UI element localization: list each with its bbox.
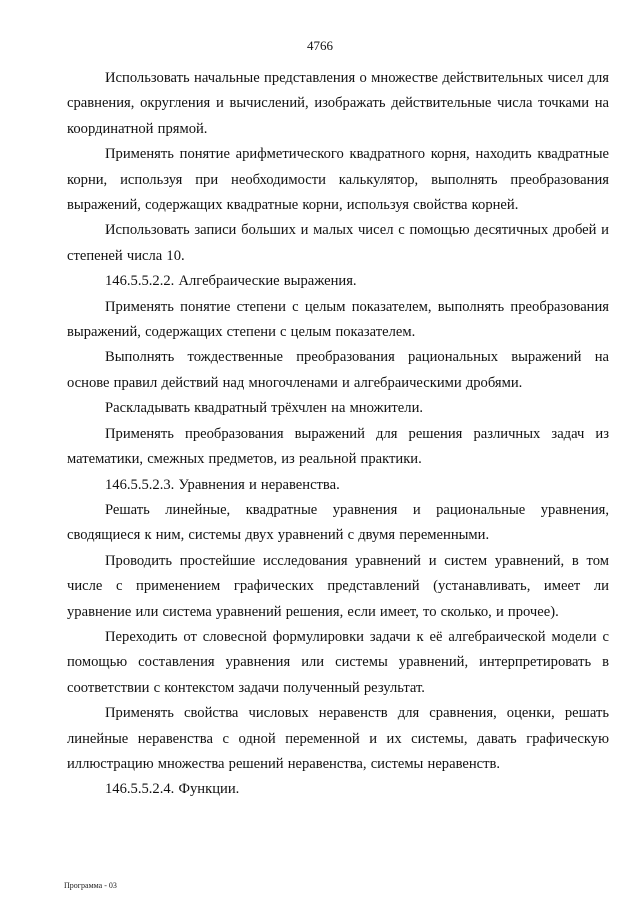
paragraph: Применять свойства числовых неравенств для сравнения, оценки, решать линейные неравенства с одной переменной и их системы, давать графическую иллюстрацию множества решений неравенства, системы неравенств. (67, 705, 609, 772)
body-text (67, 66, 609, 803)
paragraph: Проводить простейшие исследования уравнений и систем уравнений, в том числе с применением графических представлений (устанавливать, имеет ли уравнение или система уравнений решения, если имеет, то сколько, и прочее). (67, 552, 609, 620)
paragraph: Использовать записи больших и малых чисел с помощью десятичных дробей и степеней числа 10. (67, 222, 609, 264)
section-heading: 146.5.5.2.2. Алгебраические выражения. (105, 273, 357, 290)
paragraph: Применять понятие арифметического квадратного корня, находить квадратные корни, используя при необходимости калькулятор, выполнять преобразования выражений, содержащих квадратные корни, используя свойства корней. (67, 146, 609, 214)
paragraph: Использовать начальные представления о множестве действительных чисел для сравнения, округления и вычислений, изображать действительные числа точками на координатной прямой. (67, 70, 609, 137)
paragraph: Раскладывать квадратный трёхчлен на множители. (105, 400, 424, 417)
page-number: 4766 (307, 38, 333, 53)
section-heading: 146.5.5.2.4. Функции. (105, 781, 240, 798)
paragraph: Решать линейные, квадратные уравнения и рациональные уравнения, сводящиеся к ним, системы двух уравнений с двумя переменными. (67, 501, 609, 544)
footer-label: Программа - 03 (64, 881, 117, 890)
section-heading: 146.5.5.2.3. Уравнения и неравенства. (105, 476, 340, 493)
paragraph: Применять преобразования выражений для решения различных задач из математики, смежных предметов, из реальной практики. (67, 425, 609, 468)
paragraph: Применять понятие степени с целым показателем, выполнять преобразования выражений, содержащих степени с целым показателем. (67, 298, 609, 341)
paragraph: Переходить от словесной формулировки задачи к её алгебраической модели с помощью составления уравнения или системы уравнений, интерпретировать в соответствии с контекстом задачи полученный результат. (67, 628, 609, 696)
paragraph: Выполнять тождественные преобразования рациональных выражений на основе правил действий над многочленами и алгебраическими дробями. (67, 349, 609, 391)
